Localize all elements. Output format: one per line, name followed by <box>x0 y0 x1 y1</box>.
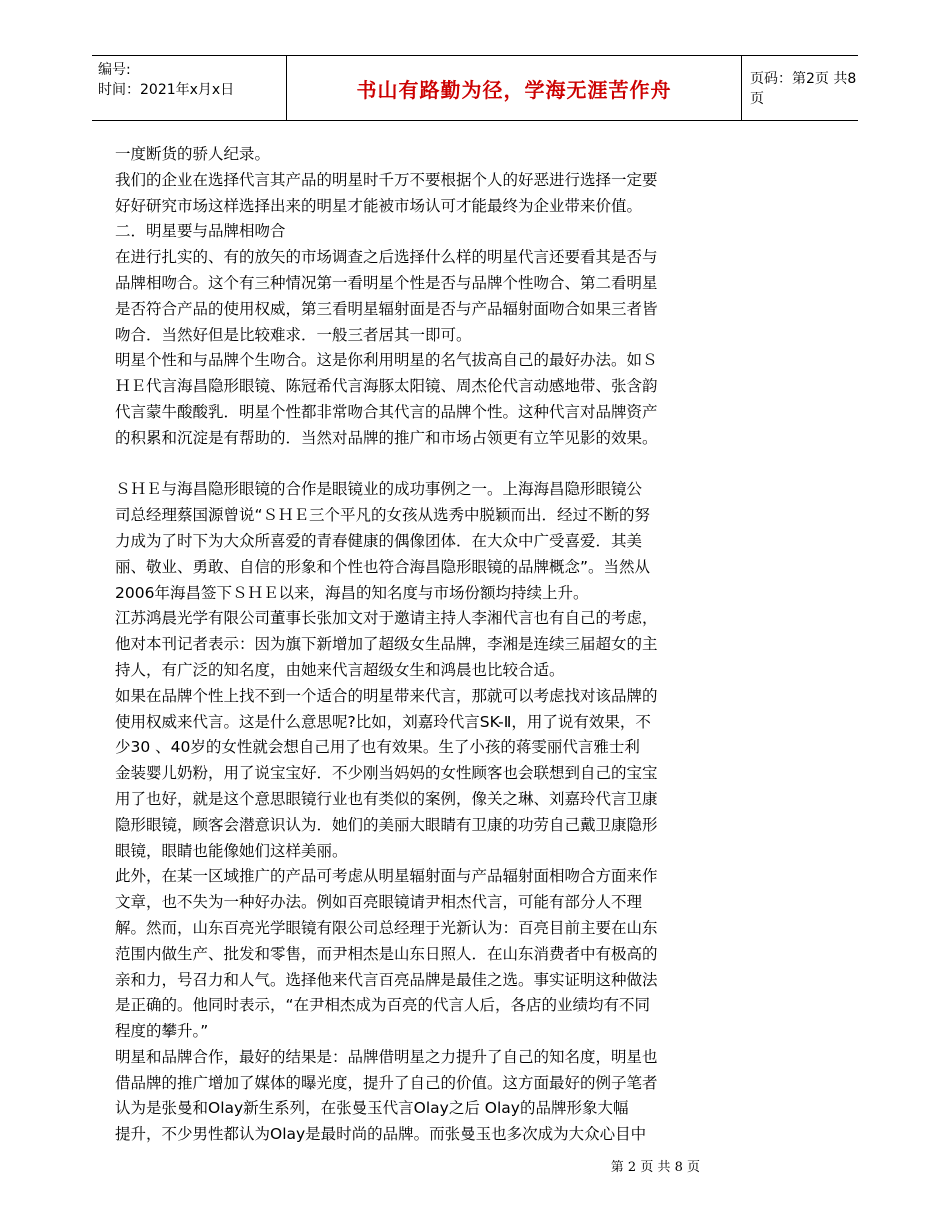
text-line: 二．明星要与品牌相吻合 <box>115 222 286 241</box>
number-label: 编号: <box>98 62 131 78</box>
text-line: 品牌相吻合。这个有三种情况第一看明星个性是否与品牌个性吻合、第二看明星 <box>115 273 658 292</box>
text-line: 丽、敬业、勇敢、自信的形象和个性也符合海昌隐形眼镜的品牌概念”。当然从 <box>115 557 651 576</box>
text-line: ＳＨＥ与海昌隐形眼镜的合作是眼镜业的成功事例之一。上海海昌隐形眼镜公 <box>115 480 643 499</box>
text-line: 一度断货的骄人纪录。 <box>115 145 271 163</box>
text-line: 持人，有广泛的知名度，由她来代言超级女生和鸿晨也比较合适。 <box>115 660 565 679</box>
text-line <box>115 452 767 478</box>
text-line: 使用权威来代言。这是什么意思呢?比如，刘嘉玲代言SK-Ⅱ，用了说有效果，不 <box>115 712 651 731</box>
text-line: 此外，在某一区域推广的产品可考虑从明星辐射面与产品辐射面相吻合方面来作 <box>115 867 658 886</box>
text-line: ＨＥ代言海昌隐形眼镜、陈冠希代言海豚太阳镜、周杰伦代言动感地带、张含韵 <box>115 377 658 396</box>
text-line: 明星个性和与品牌个生吻合。这是你利用明星的名气拔高自己的最好办法。如Ｓ <box>115 351 658 370</box>
text-line: 用了也好，就是这个意思眼镜行业也有类似的案例，像关之琳、刘嘉玲代言卫康 <box>115 789 658 808</box>
text-line: 我们的企业在选择代言其产品的明星时千万不要根据个人的好恶进行选择一定要 <box>115 170 658 189</box>
text-line: 解。然而，山东百亮光学眼镜有限公司总经理于光新认为：百亮目前主要在山东 <box>115 918 658 937</box>
text-line: 是正确的。他同时表示，“在尹相杰成为百亮的代言人后，各店的业绩均有不同 <box>115 996 651 1015</box>
text-line: 他对本刊记者表示：因为旗下新增加了超级女生品牌，李湘是连续三届超女的主 <box>115 635 658 654</box>
text-line: 司总经理蔡国源曾说“ＳＨＥ三个平凡的女孩从选秀中脱颖而出．经过不断的努 <box>115 506 651 525</box>
text-line: 如果在品牌个性上找不到一个适合的明星带来代言，那就可以考虑找对该品牌的 <box>115 686 658 705</box>
text-line: 的积累和沉淀是有帮助的．当然对品牌的推广和市场占领更有立竿见影的效果。 <box>115 428 658 447</box>
text-line: 江苏鸿晨光学有限公司董事长张加文对于邀请主持人李湘代言也有自己的考虑， <box>115 609 658 628</box>
text-line: 明星和品牌合作，最好的结果是：品牌借明星之力提升了自己的知名度，明星也 <box>115 1047 658 1066</box>
text-line: 文章，也不失为一种好办法。例如百亮眼镜请尹相杰代言，可能有部分人不理 <box>115 893 643 912</box>
text-line: 借品牌的推广增加了媒体的曝光度，提升了自己的价值。这方面最好的例子笔者 <box>115 1073 658 1092</box>
document-body <box>115 142 767 1148</box>
text-line: 眼镜，眼睛也能像她们这样美丽。 <box>115 841 348 860</box>
text-line: 吻合．当然好但是比较难求．一般三者居其一即可。 <box>115 325 472 344</box>
header-page-label: 页码：第2页 共8页 <box>750 71 857 107</box>
page-footer: 第 2 页 共 8 页 <box>610 1160 700 1175</box>
text-line: 范围内做生产、批发和零售，而尹相杰是山东日照人．在山东消费者中有极高的 <box>115 944 658 963</box>
page-header <box>92 55 858 121</box>
text-line: 是否符合产品的使用权威，第三看明星辐射面是否与产品辐射面吻合如果三者皆 <box>115 299 658 318</box>
text-line: 程度的攀升。” <box>115 1022 209 1041</box>
text-line: 2006年海昌签下ＳＨＥ以来，海昌的知名度与市场份额均持续上升。 <box>115 583 589 602</box>
text-line: 提升，不少男性都认为Olay是最时尚的品牌。而张曼玉也多次成为大众心目中 <box>115 1125 647 1144</box>
text-line: 好好研究市场这样选择出来的明星才能被市场认可才能最终为企业带来价值。 <box>115 196 643 215</box>
header-info <box>92 56 286 120</box>
time-label: 时间：2021年x月x日 <box>98 82 235 98</box>
text-line: 代言蒙牛酸酸乳．明星个性都非常吻合其代言的品牌个性。这种代言对品牌资产 <box>115 402 658 421</box>
text-line: 金装婴儿奶粉，用了说宝宝好．不少刚当妈妈的女性顾客也会联想到自己的宝宝 <box>115 764 658 783</box>
text-line: 亲和力，号召力和人气。选择他来代言百亮品牌是最佳之选。事实证明这种做法 <box>115 970 658 989</box>
text-line: 隐形眼镜，顾客会潜意识认为．她们的美丽大眼睛有卫康的功劳自己戴卫康隐形 <box>115 815 658 834</box>
header-motto: 书山有路勤为径，学海无涯苦作舟 <box>286 56 742 120</box>
text-line: 力成为了时下为大众所喜爱的青春健康的偶像团体．在大众中广受喜爱．其美 <box>115 531 643 550</box>
text-line: 少30 、40岁的女性就会想自己用了也有效果。生了小孩的蒋雯丽代言雅士利 <box>115 738 640 757</box>
text-line: 认为是张曼和Olay新生系列，在张曼玉代言Olay之后 Olay的品牌形象大幅 <box>115 1099 629 1118</box>
text-line: 在进行扎实的、有的放矢的市场调查之后选择什么样的明星代言还要看其是否与 <box>115 248 658 267</box>
